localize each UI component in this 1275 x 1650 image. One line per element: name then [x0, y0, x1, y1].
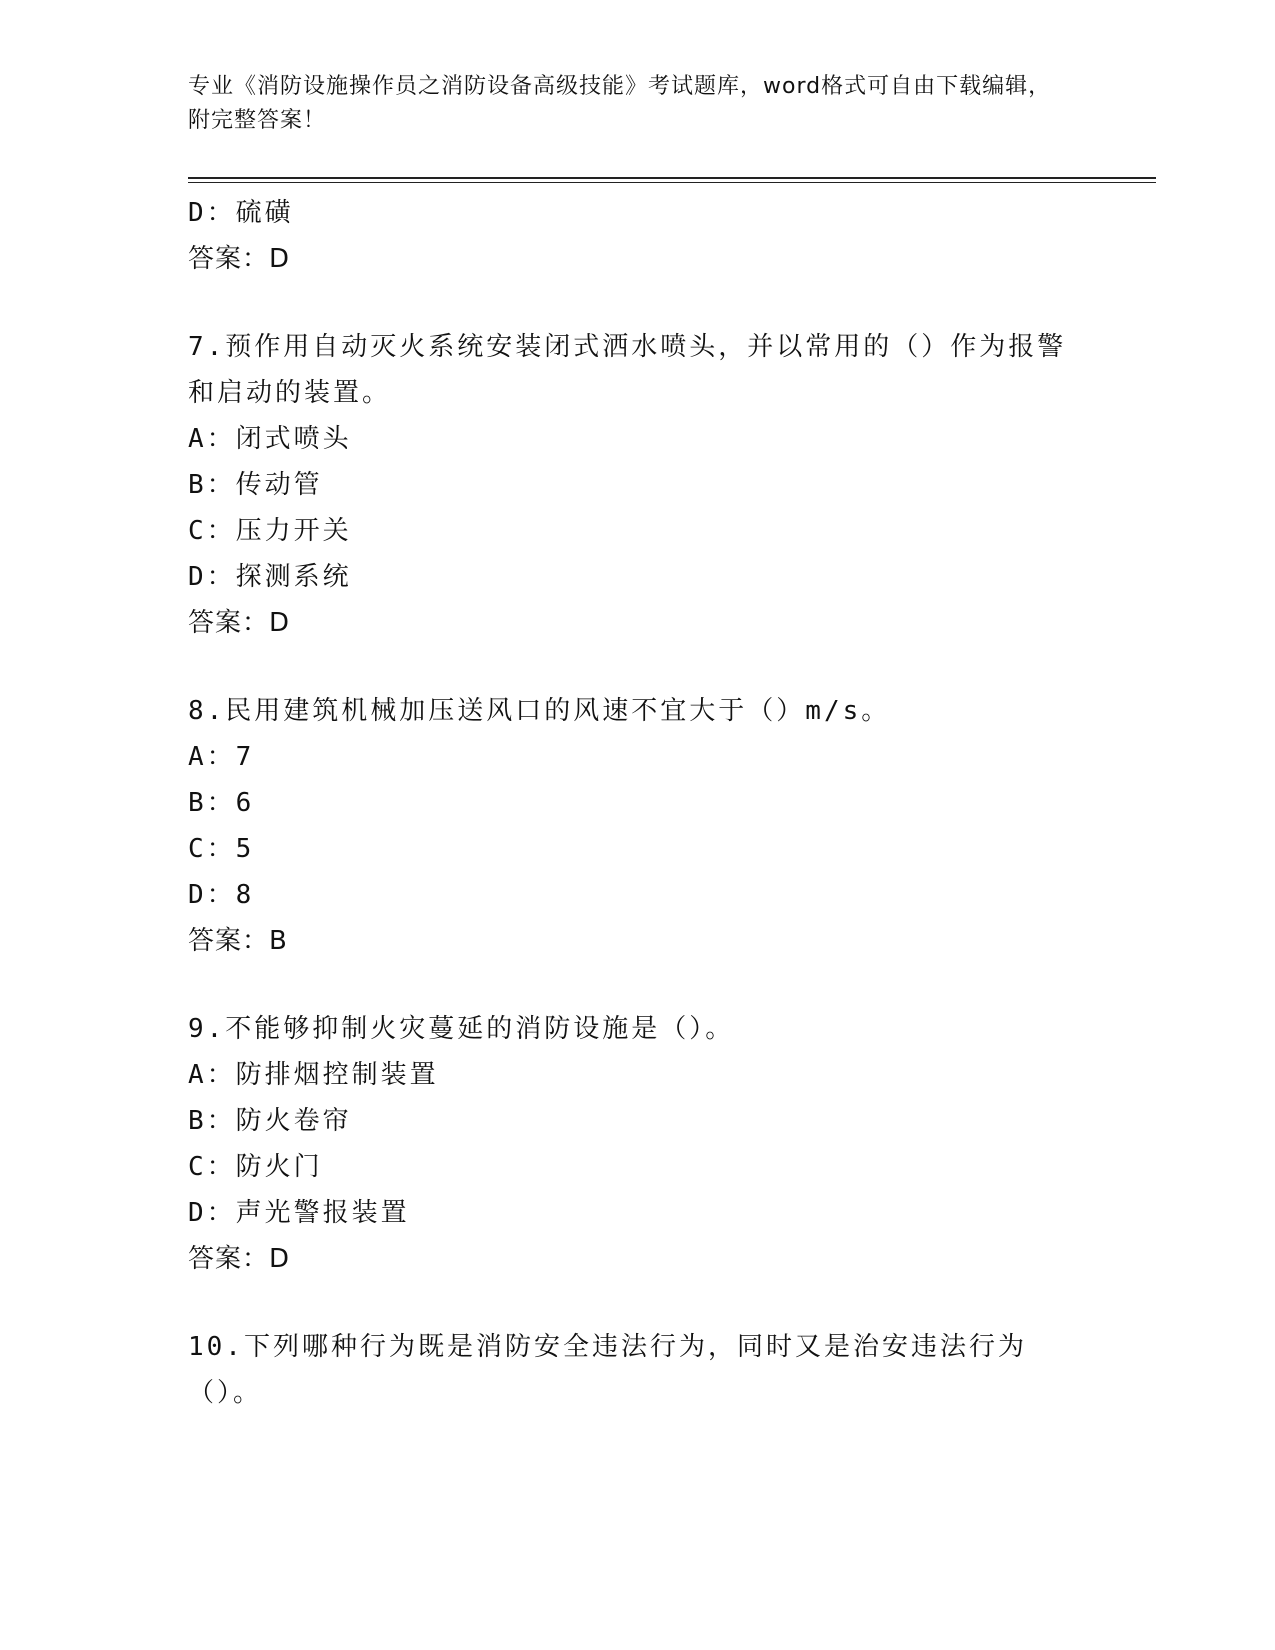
question-7-option-b: B：传动管 — [188, 470, 323, 500]
question-9-option-d: D：声光警报装置 — [188, 1198, 410, 1228]
question-7-answer: 答案：D — [188, 608, 291, 638]
question-8-option-c: C：5 — [188, 834, 255, 864]
question-list — [188, 190, 1088, 1416]
header-rule-thick — [188, 177, 1156, 179]
question-8-option-b: B：6 — [188, 788, 255, 818]
question-8-answer: 答案：B — [188, 926, 288, 956]
question-9-option-a: A：防排烟控制装置 — [188, 1060, 439, 1090]
question-7-text: 7.预作用自动灭火系统安装闭式洒水喷头，并以常用的（）作为报警和启动的装置。 — [188, 332, 1067, 408]
question-9-text: 9.不能够抑制火灾蔓延的消防设施是（）。 — [188, 1014, 735, 1044]
question-8-text: 8.民用建筑机械加压送风口的风速不宜大于（）m/s。 — [188, 696, 891, 726]
question-8-option-d: D：8 — [188, 880, 255, 910]
question-7-option-d: D：探测系统 — [188, 562, 352, 592]
prev-option-d: D：硫磺 — [188, 198, 294, 228]
header-rule-thin — [188, 182, 1156, 183]
question-9-option-b: B：防火卷帘 — [188, 1106, 352, 1136]
prev-answer: 答案：D — [188, 244, 291, 274]
question-10-text: 10.下列哪种行为既是消防安全违法行为，同时又是治安违法行为（）。 — [188, 1332, 1027, 1408]
question-8-option-a: A：7 — [188, 742, 255, 772]
question-7-option-a: A：闭式喷头 — [188, 424, 352, 454]
question-7-option-c: C：压力开关 — [188, 516, 352, 546]
question-9-answer: 答案：D — [188, 1244, 291, 1274]
document-header: 专业《消防设施操作员之消防设备高级技能》考试题库，word格式可自由下载编辑，附完整答案！ — [188, 74, 1052, 133]
question-9-option-c: C：防火门 — [188, 1152, 323, 1182]
